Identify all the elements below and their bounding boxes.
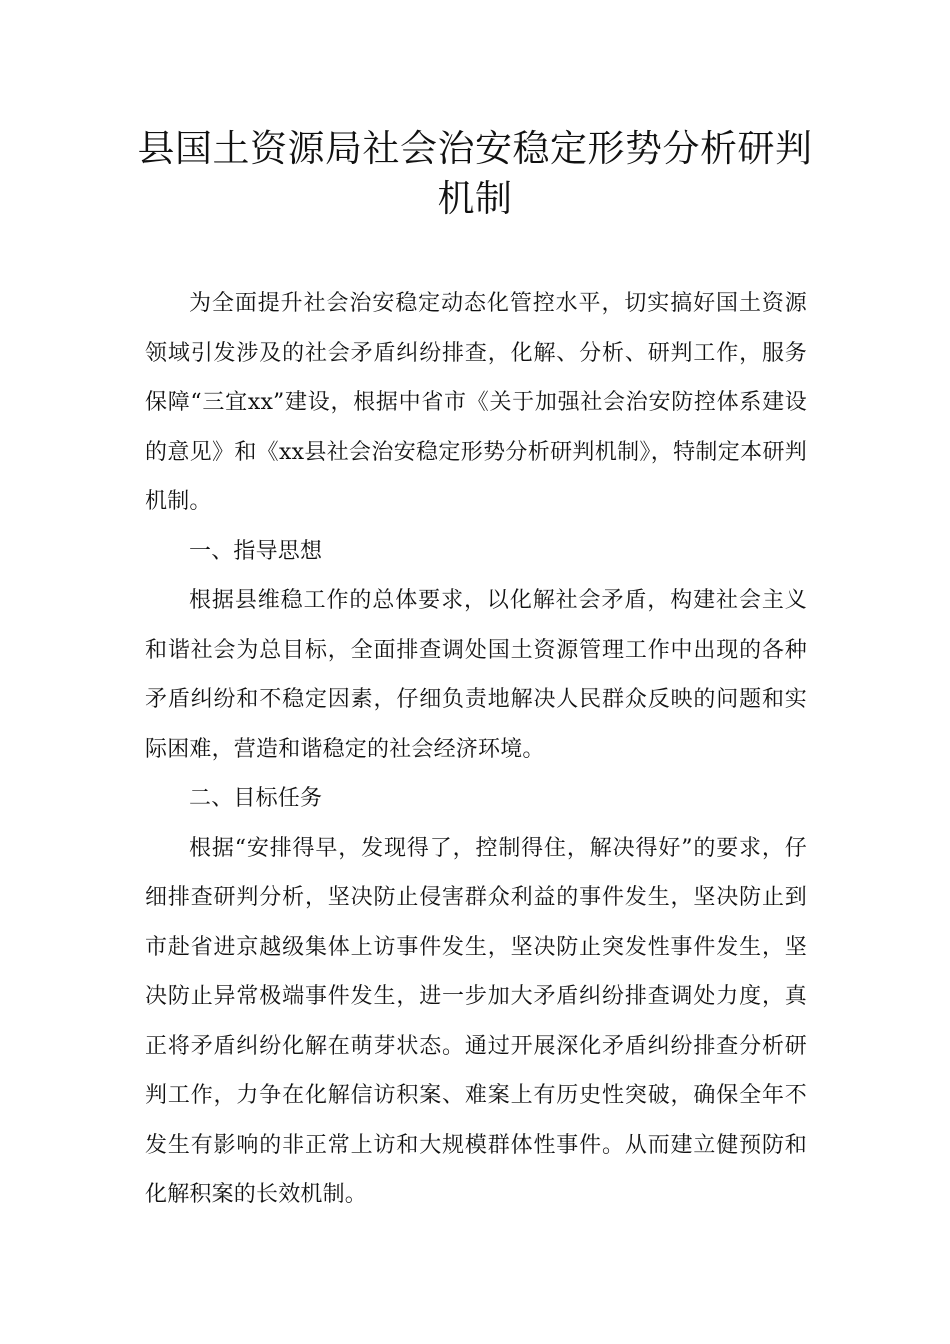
- document-body: [145, 279, 807, 1220]
- section-heading-guiding-ideology: 一、指导思想: [189, 538, 323, 564]
- document-title: 县国土资源局社会治安稳定形势分析研判机制: [137, 127, 813, 220]
- section-heading-goals-tasks: 二、目标任务: [189, 786, 323, 811]
- guiding-ideology-paragraph: 根据县维稳工作的总体要求，以化解社会矛盾，构建社会主义和谐社会为总目标，全面排查调处国土资源管理工作中出现的各种矛盾纠纷和不稳定因素，仔细负责地解决人民群众反映的问题和实际困难，营造和谐稳定的社会经济环境。: [145, 588, 807, 762]
- goals-tasks-paragraph: 根据“安排得早，发现得了，控制得住，解决得好”的要求，仔细排查研判分析，坚决防止侵害群众利益的事件发生，坚决防止到市赴省进京越级集体上访事件发生，坚决防止突发性事件发生，坚决防止异常极端事件发生，进一步加大矛盾纠纷排查调处力度，真正将矛盾纠纷化解在萌芽状态。通过开展深化矛盾纠纷排查分析研判工作，力争在化解信访积案、难案上有历史性突破，确保全年不发生有影响的非正常上访和大规模群体性事件。从而建立健预防和化解积案的长效机制。: [145, 835, 807, 1207]
- intro-paragraph: 为全面提升社会治安稳定动态化管控水平，切实搞好国土资源领域引发涉及的社会矛盾纠纷排查，化解、分析、研判工作，服务保障“三宜xx”建设，根据中省市《关于加强社会治安防控体系建设的意见》和《xx县社会治安稳定形势分析研判机制》，特制定本研判机制。: [145, 291, 807, 514]
